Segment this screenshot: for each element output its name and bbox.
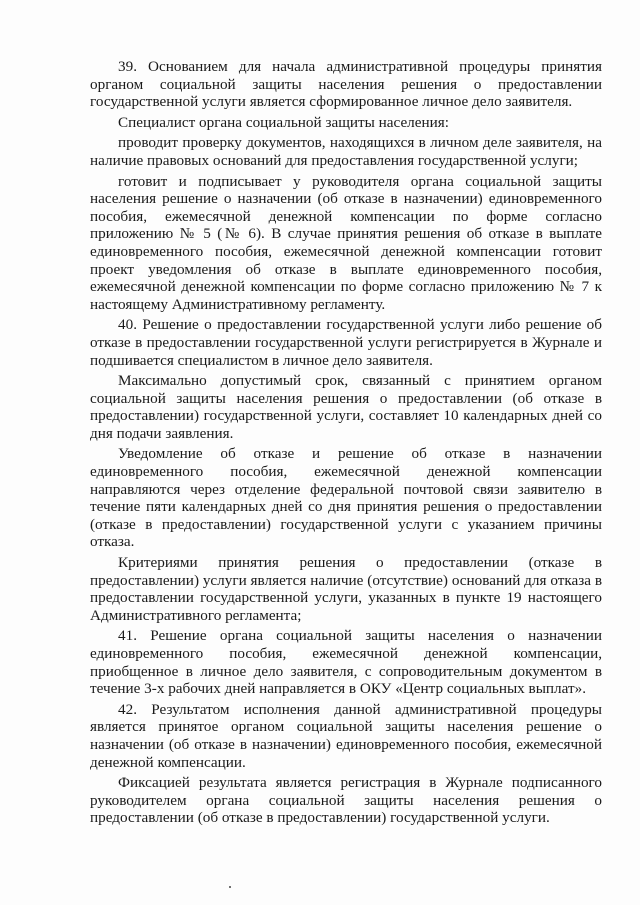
paragraph-prepare-decision: готовит и подписывает у руководителя органа социальной защиты населения решение о назначении (об отказе в назначении) единовременного пособия, ежемесячной денежной компенсации по форме согласно приложению № 5 (№ 6). В случае принятия решения об отказе в выплате единовременного пособия, ежемесячной денежной компенсации готовит проект уведомления об отказе в выплате единовременного пособия, ежемесячной денежной компенсации по форме согласно приложению № 7 к настоящему Административному регламенту. <box>90 172 602 313</box>
paragraph-40: 40. Решение о предоставлении государственной услуги либо решение об отказе в предоставлении государственной услуги регистрируется в Журнале и подшивается специалистом в личное дело заявителя. <box>90 316 602 369</box>
paragraph-max-term: Максимально допустимый срок, связанный с принятием органом социальной защиты населения решения о предоставлении (об отказе в предоставлении) государственной услуги, составляет 10 календарных дней со дня подачи заявления. <box>90 372 602 442</box>
paragraph-refusal-notice: Уведомление об отказе и решение об отказе в назначении единовременного пособия, ежемесячной денежной компенсации направляются через отделение федеральной почтовой связи заявителю в течение пяти календарных дней со дня принятия решения о предоставлении (отказе в предоставлении) государственной услуги с указанием причины отказа. <box>90 445 602 551</box>
paragraph-specialist-intro: Специалист органа социальной защиты населения: <box>118 113 449 131</box>
paragraph-42: 42. Результатом исполнения данной административной процедуры является принятое органом социальной защиты населения решение о назначении (об отказе в назначении) единовременного пособия, ежемесячной денежной компенсации. <box>90 700 602 771</box>
paragraph-39: 39. Основанием для начала административной процедуры принятия органом социальной защиты населения решения о предоставлении государственной услуги является сформированное личное дело заявителя. <box>90 58 602 111</box>
paragraph-document-check: проводит проверку документов, находящихся в личном деле заявителя, на наличие правовых оснований для предоставления государственной услуги; <box>90 134 602 169</box>
paragraph-result-fixation: Фиксацией результата является регистрация в Журнале подписанного руководителем органа социальной защиты населения решения о предоставлении (об отказе в предоставлении) государственной услуги. <box>90 774 602 827</box>
paragraph-criteria: Критериями принятия решения о предоставлении (отказе в предоставлении) услуги является наличие (отсутствие) оснований для отказа в предоставлении государственной услуги, указанных в пункте 19 настоящего Административного регламента; <box>90 554 602 624</box>
document-body <box>90 58 602 827</box>
scan-speck <box>229 886 231 888</box>
paragraph-41: 41. Решение органа социальной защиты населения о назначении единовременного пособия, ежемесячной денежной компенсации, приобщенное в личное дело заявителя, с сопроводительным документом в течение 3-х рабочих дней направляется в ОКУ «Центр социальных выплат». <box>90 627 602 698</box>
